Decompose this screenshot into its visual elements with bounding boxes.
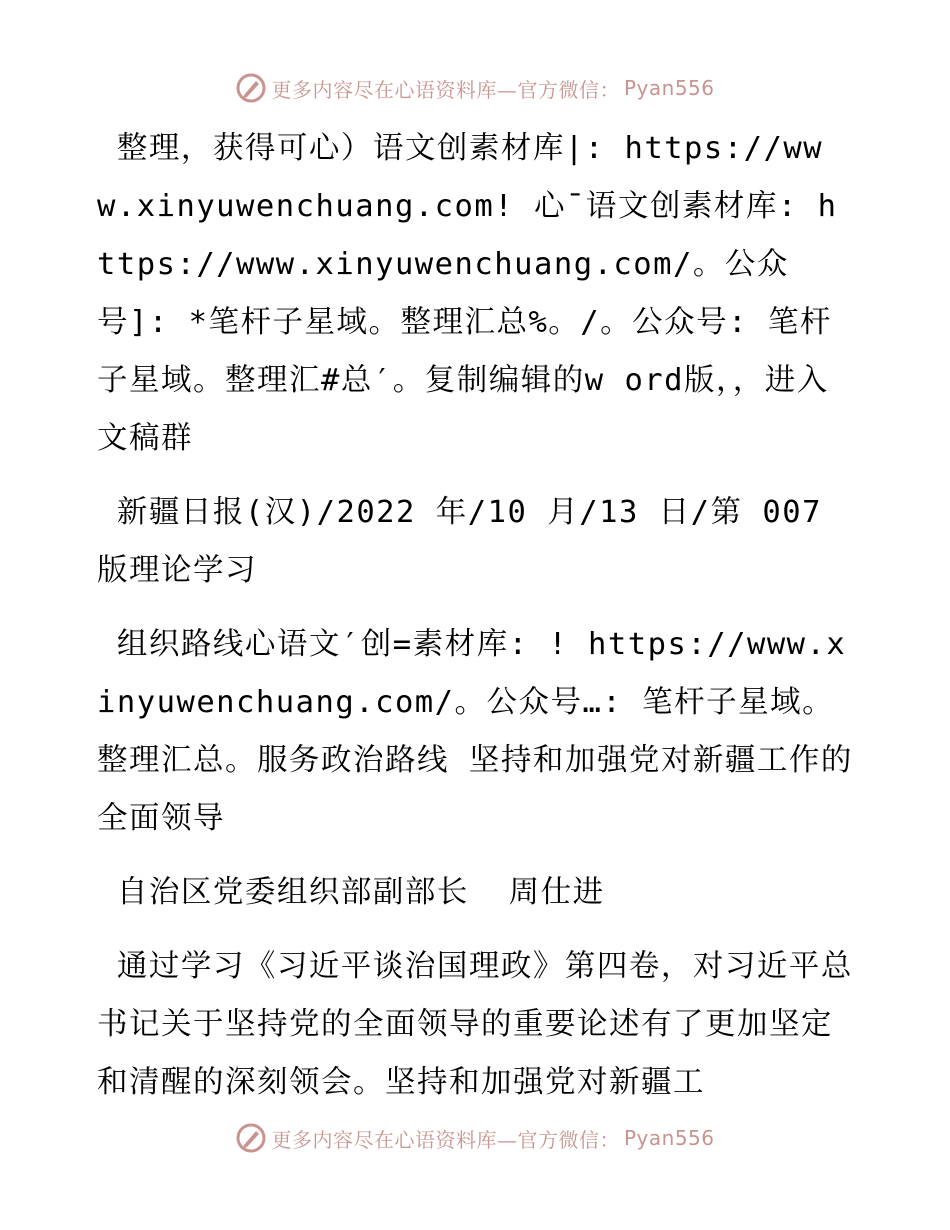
paragraph-body: 通过学习《习近平谈治国理政》第四卷，对习近平总书记关于坚持党的全面领导的重要论述有了更加坚定和清醒的深刻领会。坚持和加强党对新疆工 <box>97 949 853 1100</box>
pen-logo-icon <box>235 72 267 104</box>
paragraph-intro: 整理，获得可心）语文创素材库|: https://www.xinyuwenchuang.com! 心¯语文创素材库: https://www.xinyuwenchuang.com/。公众号]: *笔杆子星域。整理汇总%。/。公众号: 笔杆子星域。整理汇#总′。复制编辑的w ord版，，进入文稿群 <box>97 131 838 456</box>
watermark-text: 更多内容尽在心语资料库—官方微信： <box>271 77 620 102</box>
paragraph-author: 自治区党委组织部副部长 周仕进 <box>97 875 605 910</box>
watermark-brand: Pyan556 <box>623 1126 715 1150</box>
watermark-text: 更多内容尽在心语资料库—官方微信： <box>271 1127 620 1152</box>
document-body <box>97 120 857 1112</box>
paragraph-title: 组织路线心语文′创=素材库: ! https://www.xinyuwenchuang.com/。公众号…: 笔杆子星域。整理汇总。服务政治路线 坚持和加强党对新疆工作的全面领导 <box>97 627 853 836</box>
paragraph-source: 新疆日报(汉)/2022 年/10 月/13 日/第 007 版理论学习 <box>97 495 842 588</box>
pen-logo-icon <box>235 1122 267 1154</box>
footer-watermark <box>0 1122 950 1154</box>
watermark-brand: Pyan556 <box>623 76 715 100</box>
header-watermark <box>0 72 950 104</box>
